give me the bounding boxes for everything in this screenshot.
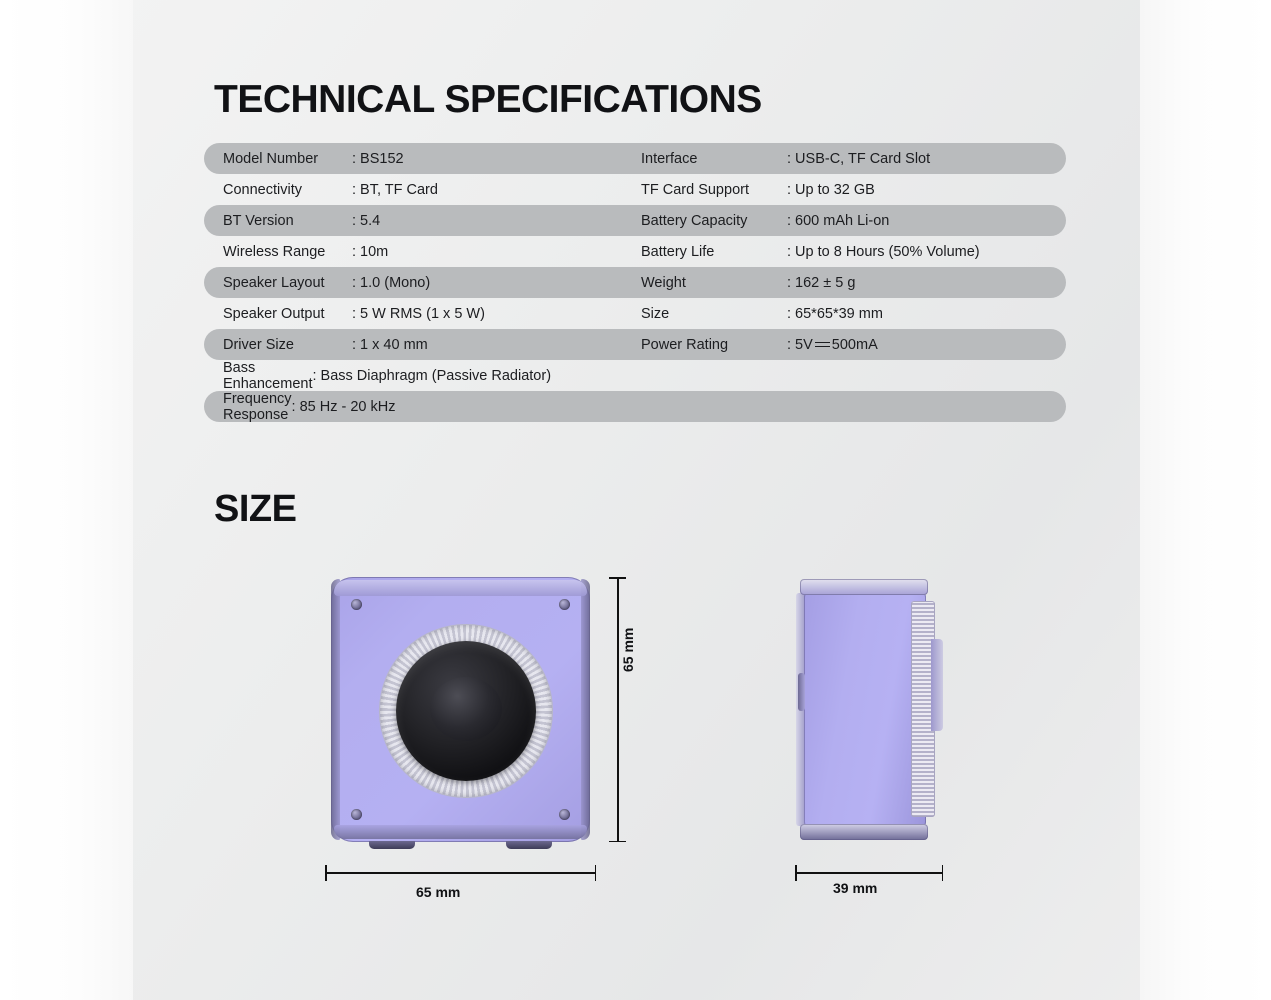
- spec-value: : BS152: [352, 150, 404, 167]
- page-title-size: SIZE: [214, 488, 297, 530]
- table-row: [204, 267, 1066, 298]
- spec-value: : 1 x 40 mm: [352, 336, 428, 353]
- table-row: [204, 360, 1066, 391]
- dimension-cap: [325, 865, 327, 881]
- speaker-front-bottom-bezel: [334, 825, 587, 839]
- speaker-foot: [506, 841, 552, 849]
- spec-cell-group-left: [204, 174, 622, 205]
- table-row: [204, 298, 1066, 329]
- dimension-line-front-width: [325, 865, 596, 881]
- spec-cell-group-right: [622, 143, 1062, 174]
- table-row: [204, 391, 1066, 422]
- spec-label: BT Version: [223, 212, 294, 229]
- page-content: [133, 0, 1140, 1000]
- speaker-front-view-image: [331, 577, 590, 842]
- dimension-cap: [795, 865, 797, 881]
- spec-value-power-rating: [787, 329, 1057, 360]
- spec-cell-group-left: [204, 329, 622, 360]
- spec-label: TF Card Support: [641, 181, 749, 198]
- speaker-driver-ring: [380, 625, 552, 797]
- spec-value: : 162 ± 5 g: [787, 274, 856, 291]
- speaker-side-bottom-cap: [800, 824, 928, 840]
- screw-icon: [351, 809, 362, 820]
- speaker-front-right-edge: [581, 579, 590, 840]
- spec-label: Speaker Layout: [223, 274, 325, 291]
- speaker-side-button: [798, 673, 805, 711]
- speaker-front-left-edge: [331, 579, 340, 840]
- spec-label: Weight: [641, 274, 686, 291]
- dimension-stem: [617, 577, 619, 842]
- screw-icon: [559, 809, 570, 820]
- spec-label: Power Rating: [641, 336, 729, 353]
- spec-label: Bass Enhancement: [223, 359, 313, 392]
- spec-value: : 5.4: [352, 212, 381, 229]
- spec-label: Speaker Output: [223, 305, 325, 322]
- dimension-line-side-width: [795, 865, 943, 881]
- size-diagram: [133, 540, 1140, 940]
- spec-value: : 10m: [352, 243, 389, 260]
- dc-current-icon: [815, 339, 830, 349]
- speaker-side-port-tab: [931, 639, 943, 731]
- dimension-cap: [942, 865, 944, 881]
- page-right-margin: [1140, 0, 1271, 1000]
- spec-label: Connectivity: [223, 181, 302, 198]
- table-row: [204, 205, 1066, 236]
- spec-cell-group-left: [204, 298, 622, 329]
- speaker-side-body: [804, 591, 926, 828]
- speaker-front-body: [331, 577, 590, 842]
- table-row: [204, 236, 1066, 267]
- speaker-side-view-image: [788, 577, 943, 842]
- dimension-cap: [609, 841, 626, 843]
- spec-value: : Bass Diaphragm (Passive Radiator): [312, 367, 552, 384]
- spec-label: Battery Capacity: [641, 212, 748, 229]
- spec-cell-group-left: [204, 236, 622, 267]
- power-rating-suffix: 500mA: [831, 336, 878, 353]
- spec-label: Driver Size: [223, 336, 294, 353]
- spec-value: : 1.0 (Mono): [352, 274, 431, 291]
- spec-value: : Up to 8 Hours (50% Volume): [787, 243, 980, 260]
- dimension-stem: [795, 872, 943, 874]
- spec-cell-group-left: [204, 391, 622, 422]
- spec-label: Frequency Response: [223, 390, 292, 423]
- spec-label: Battery Life: [641, 243, 715, 260]
- spec-cell-group-right: [622, 174, 1062, 205]
- spec-value: : 85 Hz - 20 kHz: [291, 398, 396, 415]
- spec-label: Model Number: [223, 150, 319, 167]
- specifications-table: [204, 143, 1066, 422]
- spec-value: : 65*65*39 mm: [787, 305, 883, 322]
- dimension-label-side-width: 39 mm: [833, 880, 878, 896]
- spec-cell-group-left: [204, 143, 622, 174]
- dimension-stem: [325, 872, 596, 874]
- table-row: [204, 174, 1066, 205]
- spec-cell-group-right: [622, 298, 1062, 329]
- speaker-foot: [369, 841, 415, 849]
- dimension-cap: [595, 865, 597, 881]
- screw-icon: [351, 599, 362, 610]
- page-left-margin: [0, 0, 133, 1000]
- spec-cell-group-right: [622, 329, 1062, 360]
- speaker-front-top-bezel: [334, 580, 587, 596]
- spec-value: : 5 W RMS (1 x 5 W): [352, 305, 485, 322]
- spec-cell-group-left: [204, 205, 622, 236]
- spec-value: : BT, TF Card: [352, 181, 438, 198]
- spec-cell-group-left: [204, 360, 622, 391]
- spec-cell-group-right: [622, 236, 1062, 267]
- spec-value: : Up to 32 GB: [787, 181, 875, 198]
- power-rating-prefix: : 5V: [787, 336, 813, 353]
- dimension-label-front-height: 65 mm: [620, 627, 636, 672]
- screw-icon: [559, 599, 570, 610]
- dimension-cap: [609, 577, 626, 579]
- speaker-driver-cone: [396, 641, 536, 781]
- spec-cell-group-right: [622, 205, 1062, 236]
- spec-cell-group-left: [204, 267, 622, 298]
- dimension-line-front-height: [608, 577, 626, 842]
- spec-value: : USB-C, TF Card Slot: [787, 150, 931, 167]
- speaker-driver-dome: [430, 677, 502, 741]
- spec-cell-group-right: [622, 267, 1062, 298]
- speaker-side-top-cap: [800, 579, 928, 595]
- spec-label: Size: [641, 305, 670, 322]
- table-row: [204, 143, 1066, 174]
- page-title-technical-specifications: TECHNICAL SPECIFICATIONS: [214, 78, 762, 121]
- dimension-label-front-width: 65 mm: [416, 884, 461, 900]
- table-row: [204, 329, 1066, 360]
- spec-label: Wireless Range: [223, 243, 326, 260]
- spec-value: : 600 mAh Li-on: [787, 212, 890, 229]
- spec-label: Interface: [641, 150, 698, 167]
